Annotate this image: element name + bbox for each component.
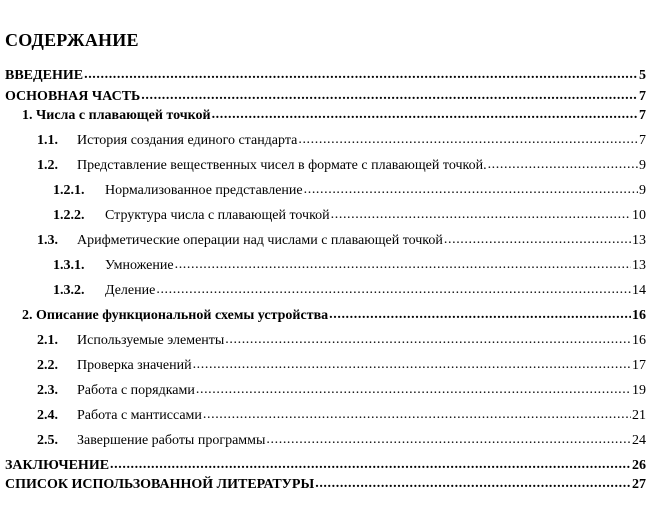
- toc-entry-2-4[interactable]: [37, 408, 646, 424]
- toc-entry-page: 24: [632, 433, 646, 448]
- toc-entry-page: 17: [632, 358, 646, 373]
- toc-leader-dots: [203, 407, 631, 423]
- toc-entry-label: Арифметические операции над числами с плавающей точкой: [77, 233, 443, 248]
- toc-entry-page: 27: [632, 477, 646, 492]
- toc-entry-1[interactable]: [22, 108, 646, 124]
- toc-entry-conclusion[interactable]: [5, 458, 646, 474]
- toc-entry-page: 7: [639, 108, 646, 123]
- toc-entry-page: 19: [632, 383, 646, 398]
- toc-entry-number: 1.3.: [37, 233, 58, 248]
- toc-entry-1-1[interactable]: [37, 133, 646, 149]
- toc-entry-page: 10: [632, 208, 646, 223]
- toc-entry-number: 1.: [22, 108, 33, 123]
- toc-entry-label: Завершение работы программы: [77, 433, 266, 448]
- toc-entry-2-1[interactable]: [37, 333, 646, 349]
- toc-title: СОДЕРЖАНИЕ: [5, 30, 139, 50]
- toc-leader-dots: [329, 307, 631, 323]
- toc-leader-dots: [212, 107, 638, 123]
- toc-entry-number: 2.1.: [37, 333, 58, 348]
- toc-entry-number: 2.3.: [37, 383, 58, 398]
- toc-leader-dots: [444, 232, 631, 248]
- toc-leader-dots: [175, 257, 631, 273]
- toc-entry-1-3[interactable]: [37, 233, 646, 249]
- toc-entry-label: Умножение: [105, 258, 174, 273]
- toc-entry-label: ВВЕДЕНИЕ: [5, 68, 84, 83]
- toc-entry-number: 2.4.: [37, 408, 58, 423]
- toc-entry-1-2[interactable]: [37, 158, 646, 174]
- toc-entry-label: Описание функциональной схемы устройства: [36, 308, 329, 323]
- toc-leader-dots: [156, 282, 631, 298]
- toc-entry-page: 21: [632, 408, 646, 423]
- toc-entry-number: 1.3.1.: [53, 258, 85, 273]
- toc-entry-page: 14: [632, 283, 646, 298]
- toc-leader-dots: [110, 457, 631, 473]
- toc-entry-label: Проверка значений: [77, 358, 192, 373]
- toc-leader-dots: [304, 182, 638, 198]
- toc-entry-page: 13: [632, 258, 646, 273]
- toc-entry-references[interactable]: [5, 477, 646, 493]
- toc-leader-dots: [196, 382, 631, 398]
- toc-entry-page: 7: [639, 89, 646, 104]
- toc-leader-dots: [193, 357, 631, 373]
- toc-leader-dots: [298, 132, 638, 148]
- toc-leader-dots: [266, 432, 631, 448]
- toc-entry-2-3[interactable]: [37, 383, 646, 399]
- toc-entry-page: 7: [639, 133, 646, 148]
- toc-entry-number: 2.: [22, 308, 33, 323]
- toc-entry-main-part[interactable]: [5, 89, 646, 105]
- toc-entry-number: 1.2.2.: [53, 208, 85, 223]
- toc-leader-dots: [141, 88, 638, 104]
- toc-entry-number: 1.1.: [37, 133, 58, 148]
- toc-entry-2-2[interactable]: [37, 358, 646, 374]
- toc-entry-page: 5: [639, 68, 646, 83]
- toc-entry-number: 1.2.1.: [53, 183, 85, 198]
- toc-entry-label: История создания единого стандарта: [77, 133, 298, 148]
- toc-entry-label: Используемые элементы: [77, 333, 225, 348]
- toc-entry-page: 9: [639, 158, 646, 173]
- toc-entry-page: 16: [632, 333, 646, 348]
- toc-entry-number: 1.2.: [37, 158, 58, 173]
- toc-entry-1-3-2[interactable]: [53, 283, 646, 299]
- toc-entry-page: 13: [632, 233, 646, 248]
- toc-entry-1-2-2[interactable]: [53, 208, 646, 224]
- toc-entry-label: Работа с порядками: [77, 383, 195, 398]
- toc-leader-dots: [225, 332, 631, 348]
- toc-entry-label: Структура числа с плавающей точкой: [105, 208, 330, 223]
- toc-entry-1-2-1[interactable]: [53, 183, 646, 199]
- toc-entry-introduction[interactable]: [5, 68, 646, 84]
- toc-entry-1-3-1[interactable]: [53, 258, 646, 274]
- toc-entry-label: ОСНОВНАЯ ЧАСТЬ: [5, 89, 141, 104]
- toc-entry-page: 26: [632, 458, 646, 473]
- toc-entry-label: Числа с плавающей точкой: [36, 108, 211, 123]
- toc-entry-label: СПИСОК ИСПОЛЬЗОВАННОЙ ЛИТЕРАТУРЫ: [5, 477, 315, 492]
- toc-leader-dots: [84, 67, 638, 83]
- toc-leader-dots: [331, 207, 631, 223]
- toc-entry-2-5[interactable]: [37, 433, 646, 449]
- toc-entry-number: 2.2.: [37, 358, 58, 373]
- toc-entry-label: Работа с мантиссами: [77, 408, 202, 423]
- toc-leader-dots: [488, 157, 638, 173]
- toc-entry-number: 2.5.: [37, 433, 58, 448]
- toc-entry-label: ЗАКЛЮЧЕНИЕ: [5, 458, 110, 473]
- toc-entry-label: Нормализованное представление: [105, 183, 303, 198]
- toc-entry-label: Деление: [105, 283, 156, 298]
- toc-entry-2[interactable]: [22, 308, 646, 324]
- toc-leader-dots: [315, 476, 631, 492]
- toc-entry-label: Представление вещественных чисел в формате с плавающей точкой.: [77, 158, 487, 173]
- toc-entry-number: 1.3.2.: [53, 283, 85, 298]
- toc-entry-page: 16: [632, 308, 646, 323]
- toc-entry-page: 9: [639, 183, 646, 198]
